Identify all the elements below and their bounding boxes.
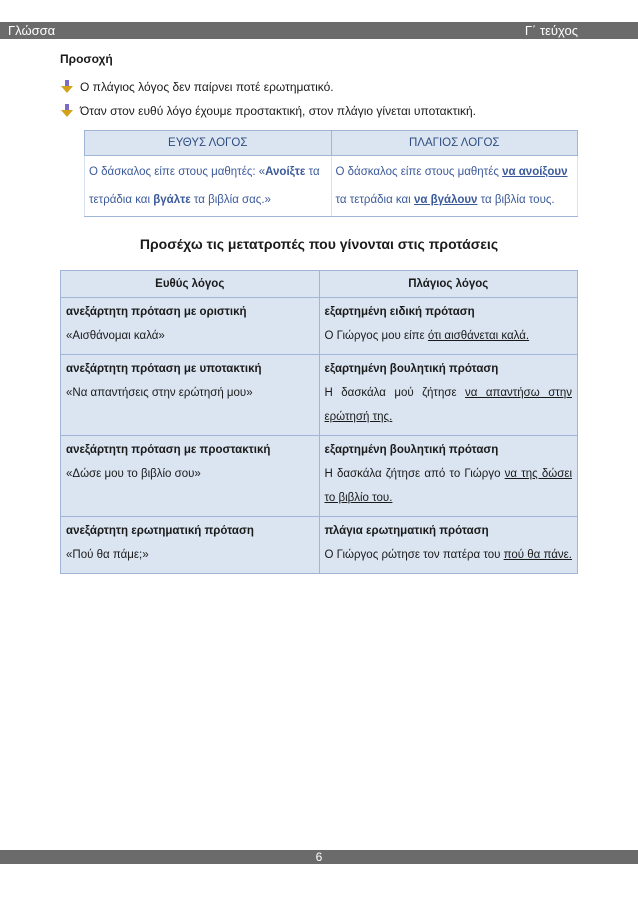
- bullet-text: Ο πλάγιος λόγος δεν παίρνει ποτέ ερωτηματικό.: [80, 80, 334, 94]
- text-segment: Ο Γιώργος μου είπε: [324, 330, 428, 342]
- text-segment: τα βιβλία σας.»: [190, 194, 271, 206]
- highlight-verb: να βγάλουν: [413, 194, 478, 206]
- indirect-label: πλάγια ερωτηματική πρόταση: [324, 525, 489, 537]
- table-row: [61, 355, 578, 436]
- example-header-indirect: ΠΛΑΓΙΟΣ ΛΟΓΟΣ: [331, 131, 578, 156]
- underlined-clause: ότι αισθάνεται καλά.: [427, 330, 530, 342]
- bullet-text: Όταν στον ευθύ λόγο έχουμε προστακτική, στον πλάγιο γίνεται υποτακτική.: [80, 104, 477, 118]
- direct-label: ανεξάρτητη ερωτηματική πρόταση: [66, 525, 254, 537]
- indirect-label: εξαρτημένη βουλητική πρόταση: [324, 444, 499, 456]
- conversion-table: [60, 270, 578, 574]
- indirect-example: [325, 324, 573, 348]
- text-segment: τα τετράδια και: [89, 166, 320, 206]
- header-issue: Γ΄ τεύχος: [524, 23, 578, 38]
- highlight-verb: βγάλτε: [153, 194, 191, 206]
- underlined-clause: να της δώσει το βιβλίο του.: [324, 468, 572, 504]
- list-item: [60, 78, 580, 102]
- direct-example: «Πού θα πάμε;»: [66, 549, 149, 561]
- indirect-example: [325, 381, 573, 429]
- example-indirect: [331, 156, 578, 217]
- indirect-label: εξαρτημένη ειδική πρόταση: [324, 306, 475, 318]
- indirect-example: [325, 543, 573, 567]
- indirect-cell: [319, 355, 578, 436]
- example-header-direct: ΕΥΘΥΣ ΛΟΓΟΣ: [85, 131, 332, 156]
- underlined-clause: να απαντήσω στην ερώτησή της.: [324, 387, 572, 423]
- direct-cell: [61, 298, 320, 355]
- example-direct: [85, 156, 332, 217]
- direct-label: ανεξάρτητη πρόταση με προστακτική: [66, 444, 271, 456]
- highlight-verb: Ανοίξτε: [265, 166, 306, 178]
- text-segment: τα τετράδια και: [335, 194, 414, 206]
- text-segment: Η δασκάλα ζήτησε από το Γιώργο: [324, 468, 505, 480]
- arrow-down-icon: [60, 104, 74, 118]
- table-row: [61, 298, 578, 355]
- list-item: [60, 102, 580, 126]
- direct-cell: [61, 517, 320, 574]
- indirect-label: εξαρτημένη βουλητική πρόταση: [324, 363, 499, 375]
- text-segment: Ο δάσκαλος είπε στους μαθητές: [335, 166, 503, 178]
- direct-label: ανεξάρτητη πρόταση με υποτακτική: [66, 363, 262, 375]
- note-bullets: [60, 78, 580, 126]
- note-title: Προσοχή: [60, 52, 113, 66]
- highlight-verb: να ανοίξουν: [502, 166, 568, 178]
- direct-example: «Αισθάνομαι καλά»: [66, 330, 165, 342]
- conversion-header-indirect: Πλάγιος λόγος: [319, 271, 578, 298]
- indirect-cell: [319, 436, 578, 517]
- page-number: 6: [315, 850, 323, 864]
- section-title: Προσέχω τις μετατροπές που γίνονται στις προτάσεις: [139, 236, 499, 252]
- conversion-header-direct: Ευθύς λόγος: [61, 271, 320, 298]
- direct-label: ανεξάρτητη πρόταση με οριστική: [66, 306, 247, 318]
- direct-cell: [61, 355, 320, 436]
- page-header: [0, 22, 638, 39]
- indirect-cell: [319, 517, 578, 574]
- example-table: [84, 130, 578, 217]
- header-subject: Γλώσσα: [8, 23, 56, 38]
- text-segment: τα βιβλία τους.: [477, 194, 555, 206]
- direct-example: «Να απαντήσεις στην ερώτησή μου»: [66, 387, 253, 399]
- arrow-down-icon: [60, 80, 74, 94]
- page-footer: [0, 850, 638, 864]
- indirect-cell: [319, 298, 578, 355]
- text-segment: Η δασκάλα μού ζήτησε: [324, 387, 466, 399]
- text-segment: Ο Γιώργος ρώτησε τον πατέρα του: [324, 549, 504, 561]
- direct-cell: [61, 436, 320, 517]
- table-row: [61, 436, 578, 517]
- text-segment: Ο δάσκαλος είπε στους μαθητές: «: [89, 166, 266, 178]
- direct-example: «Δώσε μου το βιβλίο σου»: [66, 468, 201, 480]
- indirect-example: [325, 462, 573, 510]
- table-row: [61, 517, 578, 574]
- underlined-clause: πού θα πάνε.: [503, 549, 572, 561]
